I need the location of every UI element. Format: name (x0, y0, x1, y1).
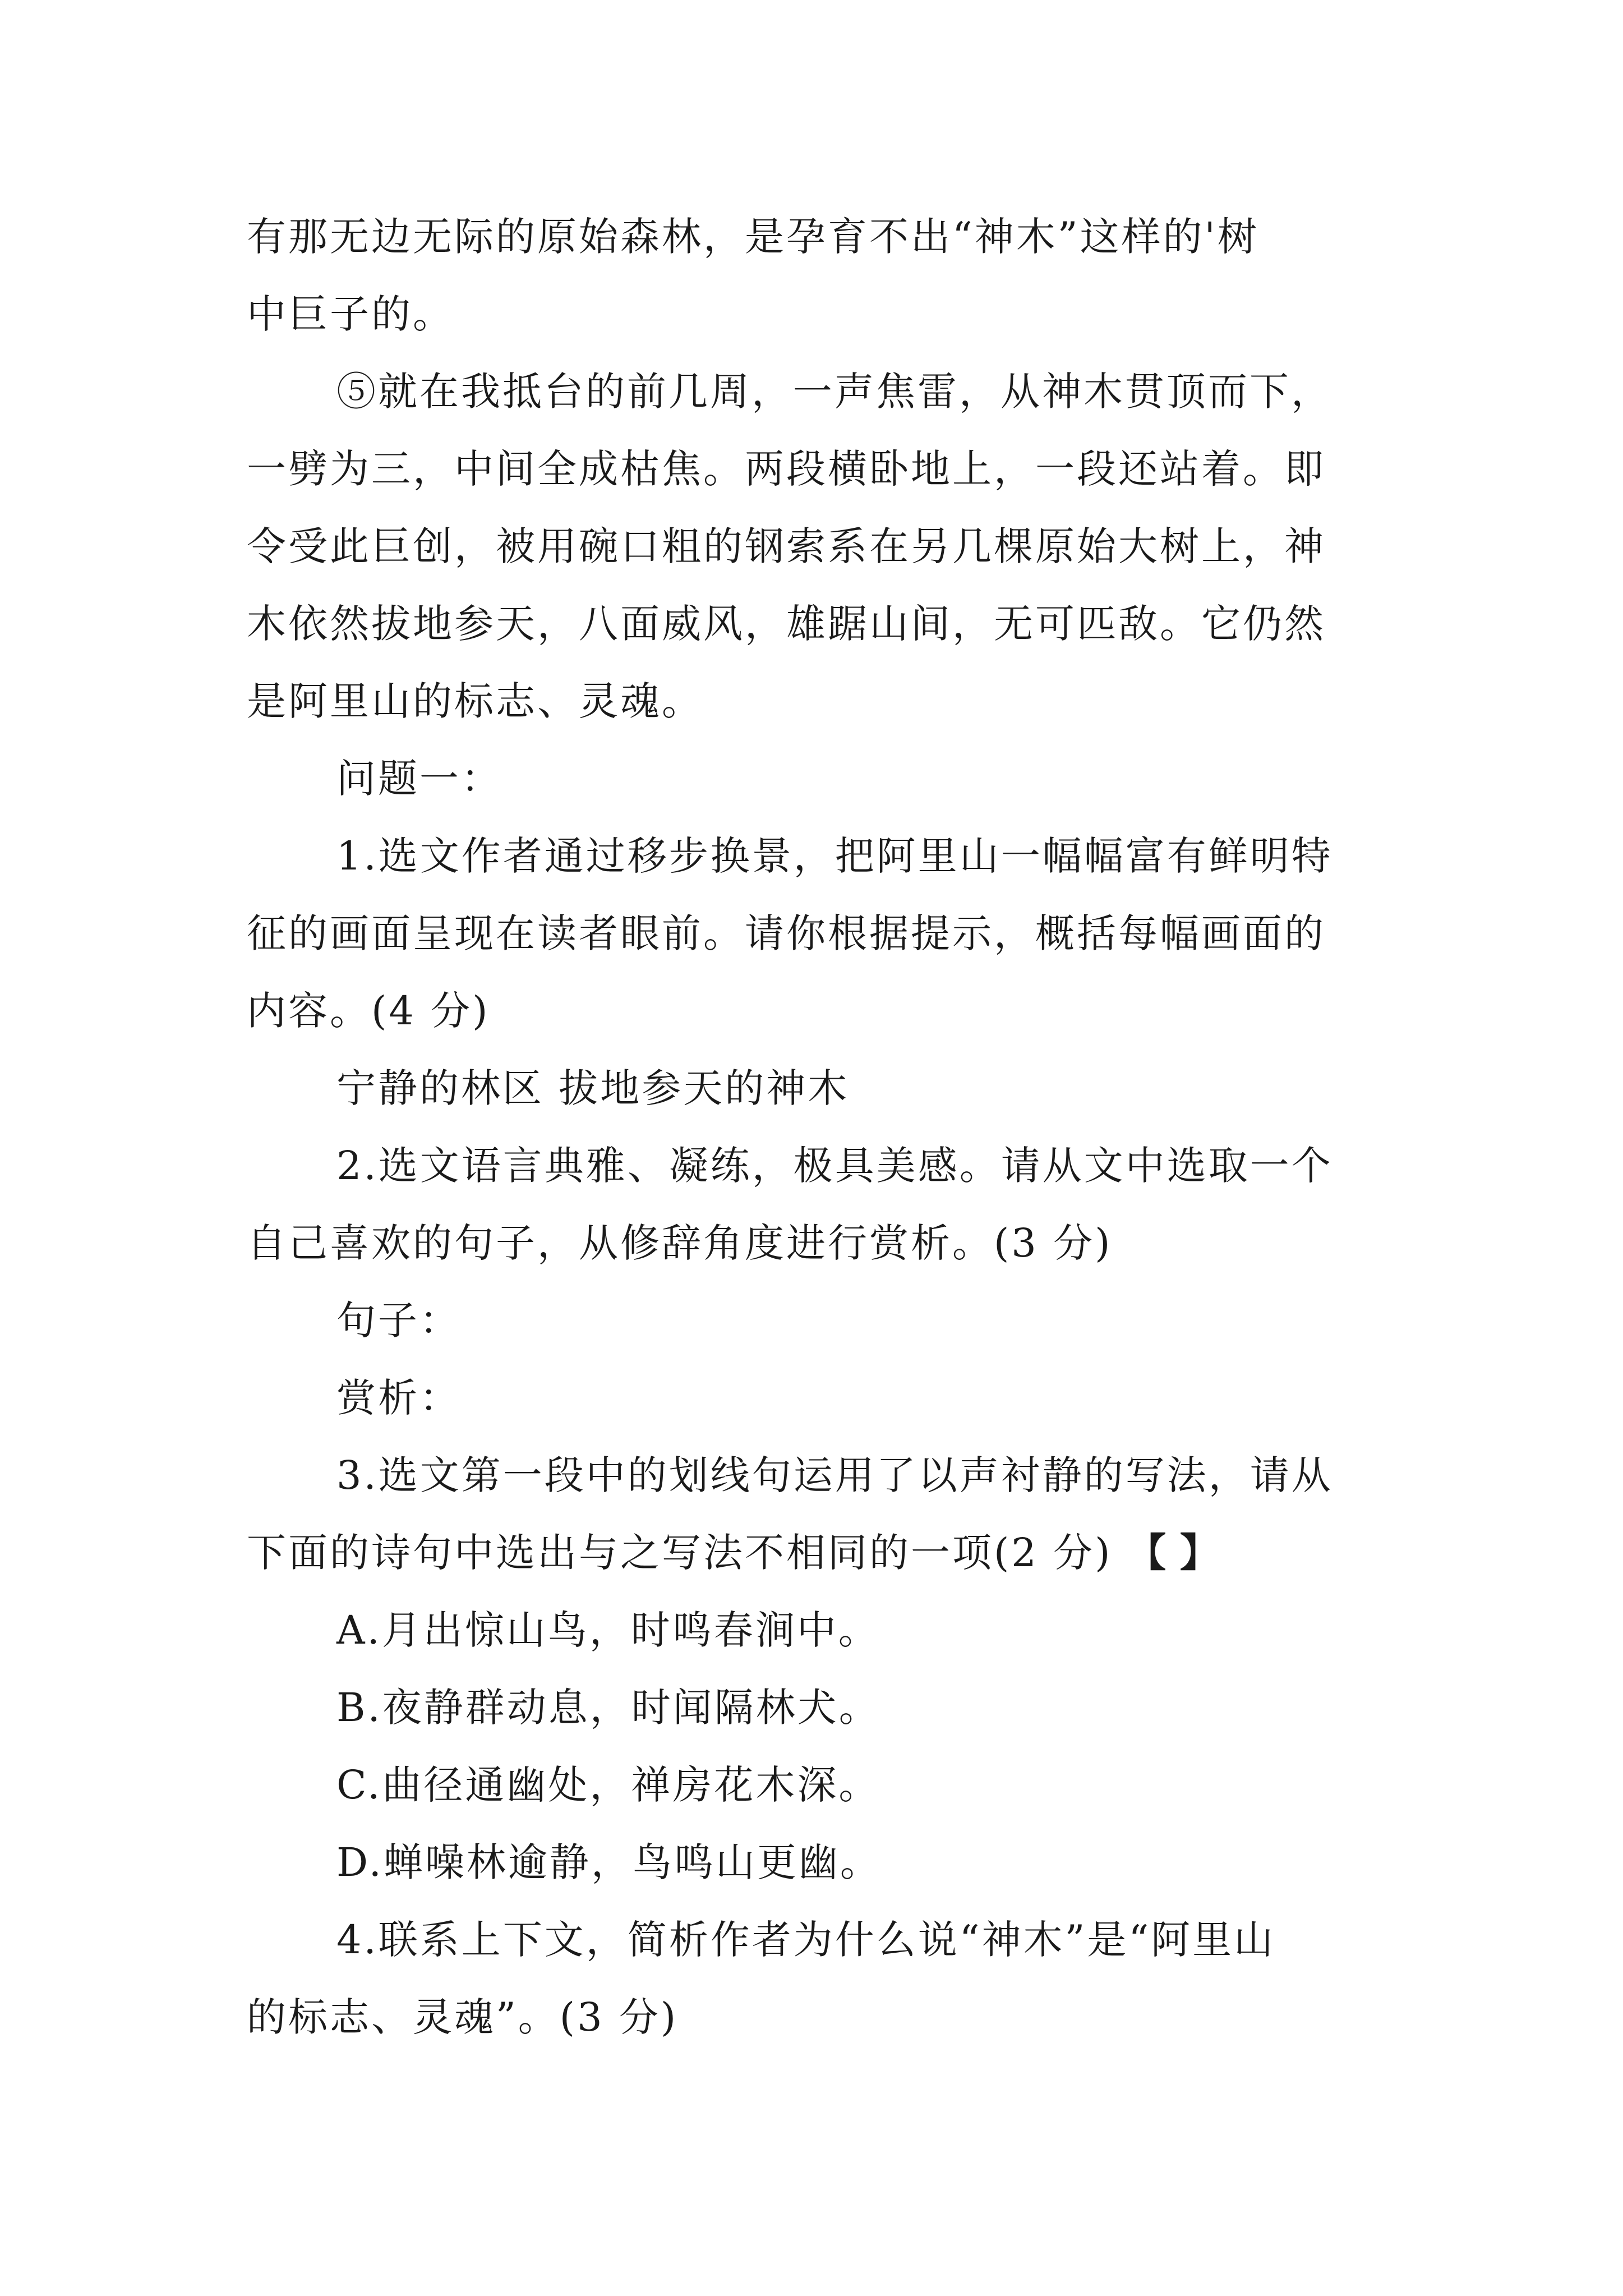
question-1-prompts: 宁静的林区 拔地参天的神木 (336, 1065, 850, 1111)
answer-bracket: 【 】 (1127, 1529, 1219, 1576)
passage-line: 一劈为三，中间全成枯焦。两段横卧地上，一段还站着。即 (247, 446, 1326, 492)
question-1-line: 内容。(4 分) (247, 988, 490, 1034)
option-c: C.曲径通幽处，禅房花木深。 (336, 1762, 880, 1808)
question-3-text: 下面的诗句中选出与之写法不相同的一项(2 分) (247, 1530, 1113, 1576)
passage-paragraph-5-start: ⑤就在我抵台的前几周，一声焦雷，从神木贯顶而下， (336, 369, 1332, 415)
option-a: A.月出惊山鸟，时鸣春涧中。 (336, 1607, 880, 1653)
passage-line: 是阿里山的标志、灵魂。 (247, 678, 703, 724)
question-3-line: 3.选文第一段中的划线句运用了以声衬静的写法，请从 (336, 1452, 1333, 1498)
analysis-label: 赏析： (336, 1375, 461, 1421)
question-2-line: 2.选文语言典雅、凝练，极具美感。请从文中选取一个 (336, 1143, 1333, 1189)
question-1-line: 征的画面呈现在读者眼前。请你根据提示，概括每幅画面的 (247, 910, 1326, 956)
section-heading: 问题一： (336, 756, 502, 802)
question-1-line: 1.选文作者通过移步换景，把阿里山一幅幅富有鲜明特 (336, 833, 1333, 879)
passage-line: 有那无边无际的原始森林，是孕育不出“神木”这样的'树 (247, 214, 1259, 260)
question-3-line-with-bracket (247, 1525, 1219, 1581)
passage-line: 令受此巨创，被用碗口粗的钢索系在另几棵原始大树上，神 (247, 523, 1326, 569)
question-4-line: 4.联系上下文，简析作者为什么说“神木”是“阿里山 (336, 1917, 1276, 1963)
passage-line: 木依然拔地参天，八面威风，雄踞山间，无可匹敌。它仍然 (247, 601, 1326, 647)
question-2-line: 自己喜欢的句子，从修辞角度进行赏析。(3 分) (247, 1220, 1113, 1266)
passage-line: 中巨子的。 (247, 291, 454, 337)
option-d: D.蝉噪林逾静，鸟鸣山更幽。 (336, 1839, 882, 1885)
question-4-line: 的标志、灵魂”。(3 分) (247, 1994, 679, 2040)
option-b: B.夜静群动息，时闻隔林犬。 (336, 1685, 880, 1731)
sentence-label: 句子： (336, 1297, 461, 1343)
